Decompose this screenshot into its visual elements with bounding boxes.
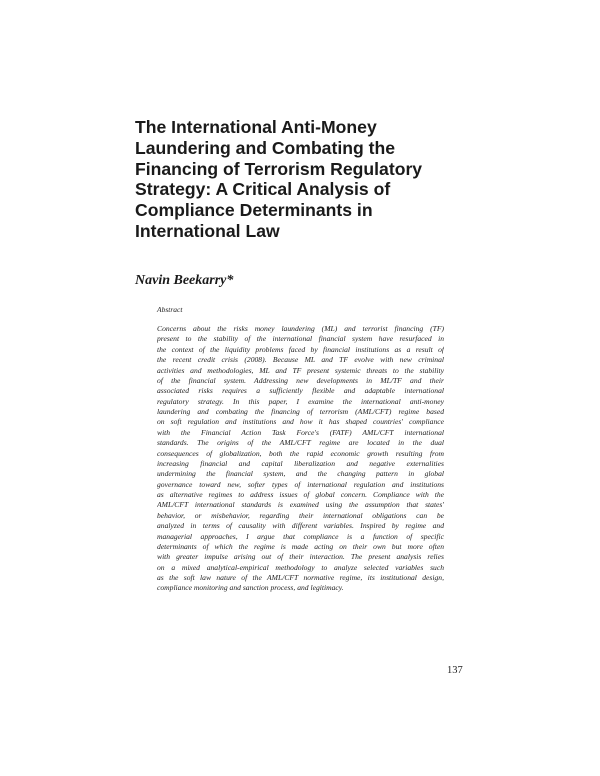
abstract-line: standards. The origins of the AML/CFT regime are located in the dual <box>157 438 444 448</box>
abstract-line: as the soft law nature of the AML/CFT normative regime, its institutional design, <box>157 573 444 582</box>
page-number: 137 <box>447 665 463 676</box>
title-line: Financing of Terrorism Regulatory <box>135 158 423 179</box>
abstract-line: the recent credit crisis (2008). Because ML and TF evolve with new criminal <box>157 355 444 365</box>
title-line: Strategy: A Critical Analysis of <box>135 179 391 200</box>
abstract-line: present to the stability of the international financial system have resurfaced in <box>157 334 444 344</box>
abstract-line: Concerns about the risks money laundering (ML) and terrorist financing (TF) <box>157 324 444 333</box>
abstract-line: as alternative regimes to address issues of global concern. Compliance with the <box>157 490 444 499</box>
author-name: Navin Beekarry* <box>135 273 234 288</box>
title-line: Laundering and Combating the <box>135 137 395 158</box>
abstract-line: AML/CFT international standards is examined using the assumption that states' <box>157 500 444 510</box>
title-line: Compliance Determinants in <box>135 200 373 221</box>
abstract-line: managerial approaches, I argue that compliance is a function of specific <box>157 531 444 541</box>
article-title <box>135 117 455 242</box>
abstract-line: determinants of which the regime is made acting on their own but more often <box>157 541 444 551</box>
abstract-line: compliance monitoring and sanction process, and legitimacy. <box>157 583 344 593</box>
abstract-line: undermining the financial system, and the changing pattern in global <box>157 469 444 479</box>
abstract-line: the context of the liquidity problems faced by financial institutions as a result of <box>157 344 444 354</box>
abstract-line: analyzed in terms of causality with different variables. Inspired by regime and <box>157 521 444 531</box>
abstract-line: activities and methodologies, ML and TF present systemic threats to the stability <box>157 365 444 375</box>
abstract-line: laundering and combating the financing of terrorism (AML/CFT) regime based <box>157 407 444 416</box>
abstract-text <box>157 324 444 594</box>
abstract-line: governance toward new, softer types of international regulation and institutions <box>157 479 444 489</box>
abstract-line: increasing financial and capital liberalization and negative externalities <box>157 458 444 468</box>
abstract-heading: Abstract <box>157 305 183 314</box>
title-line: The International Anti-Money <box>135 117 377 137</box>
abstract-line: associated risks requires a sufficiently flexible and adaptable international <box>157 386 444 396</box>
title-line: International Law <box>135 220 280 241</box>
abstract-line: on soft regulation and institutions and how it has shaped countries' compliance <box>157 417 444 427</box>
abstract-line: behavior, or misbehavior, regarding their international obligations can be <box>157 510 444 520</box>
abstract-line: of the financial system. Addressing new developments in ML/TF and their <box>157 375 444 385</box>
abstract-line: with the Financial Action Task Force's (FATF) AML/CFT international <box>157 427 444 437</box>
abstract-line: consequences of globalization, both the rapid economic growth resulting from <box>157 448 444 458</box>
abstract-line: regulatory strategy. In this paper, I examine the international anti-money <box>157 396 444 406</box>
abstract-line: on a mixed analytical-empirical methodology to analyze selected variables such <box>157 562 444 572</box>
abstract-line: with greater impulse arising out of their interaction. The present analysis relies <box>157 552 444 562</box>
